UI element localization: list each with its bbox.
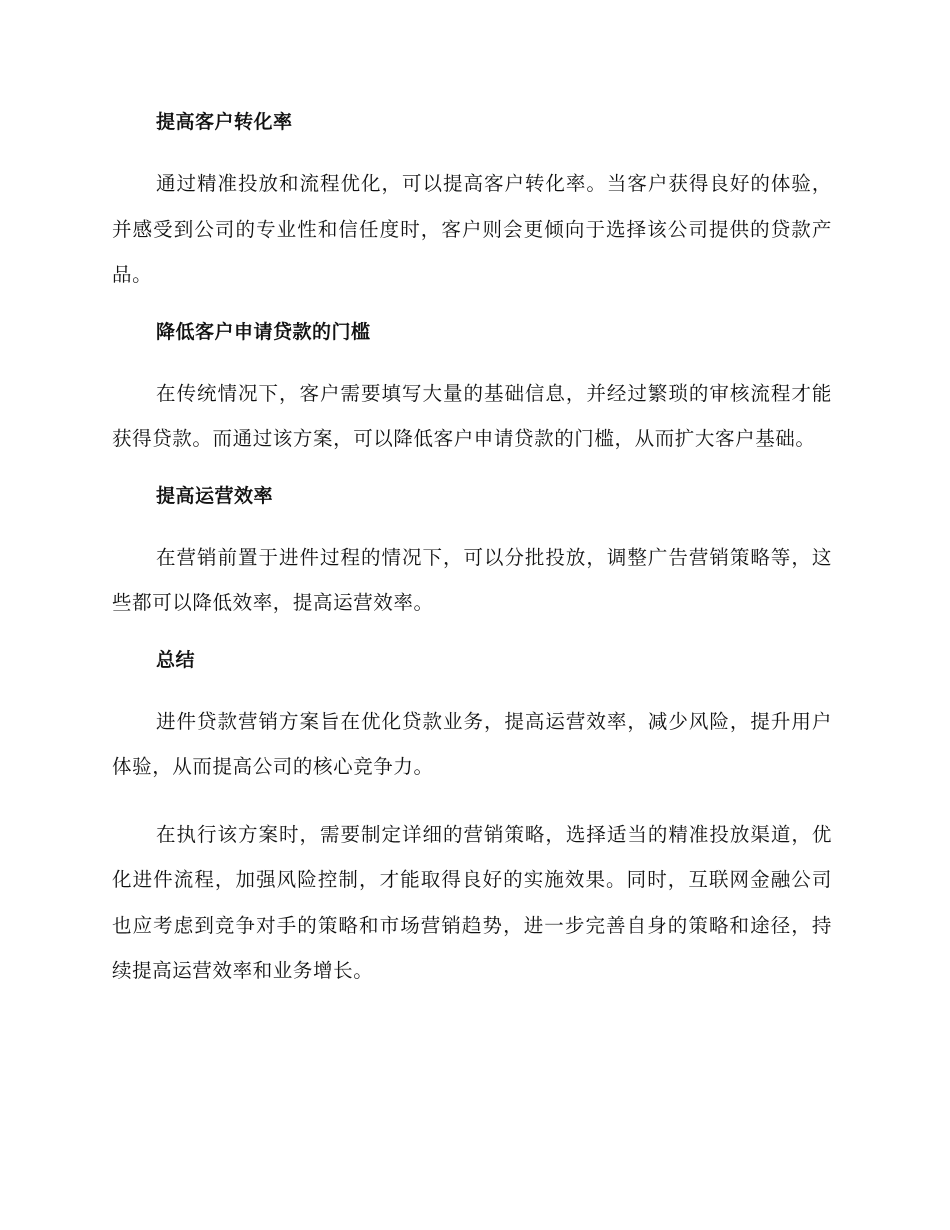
section-paragraph: 进件贷款营销方案旨在优化贷款业务，提高运营效率，减少风险，提升用户体验，从而提高公司的核心竞争力。 bbox=[112, 709, 832, 778]
section-paragraph: 通过精准投放和流程优化，可以提高客户转化率。当客户获得良好的体验，并感受到公司的专业性和信任度时，客户则会更倾向于选择该公司提供的贷款产品。 bbox=[112, 172, 832, 286]
section-summary bbox=[112, 648, 832, 994]
section-heading: 降低客户申请贷款的门槛 bbox=[156, 320, 371, 343]
section-paragraph: 在营销前置于进件过程的情况下，可以分批投放，调整广告营销策略等，这些都可以降低效率，提高运营效率。 bbox=[112, 545, 832, 614]
section-paragraph: 在传统情况下，客户需要填写大量的基础信息，并经过繁琐的审核流程才能获得贷款。而通过该方案，可以降低客户申请贷款的门槛，从而扩大客户基础。 bbox=[112, 381, 832, 450]
section-heading: 提高运营效率 bbox=[156, 484, 274, 507]
document-page bbox=[112, 110, 832, 1016]
section-paragraph: 在执行该方案时，需要制定详细的营销策略，选择适当的精准投放渠道，优化进件流程，加强风险控制，才能取得良好的实施效果。同时，互联网金融公司也应考虑到竞争对手的策略和市场营销趋势，进一步完善自身的策略和途径，持续提高运营效率和业务增长。 bbox=[112, 822, 832, 982]
section-heading: 总结 bbox=[156, 648, 196, 671]
section-efficiency bbox=[112, 484, 832, 626]
section-threshold bbox=[112, 320, 832, 462]
section-conversion bbox=[112, 110, 832, 298]
section-heading: 提高客户转化率 bbox=[156, 111, 293, 133]
